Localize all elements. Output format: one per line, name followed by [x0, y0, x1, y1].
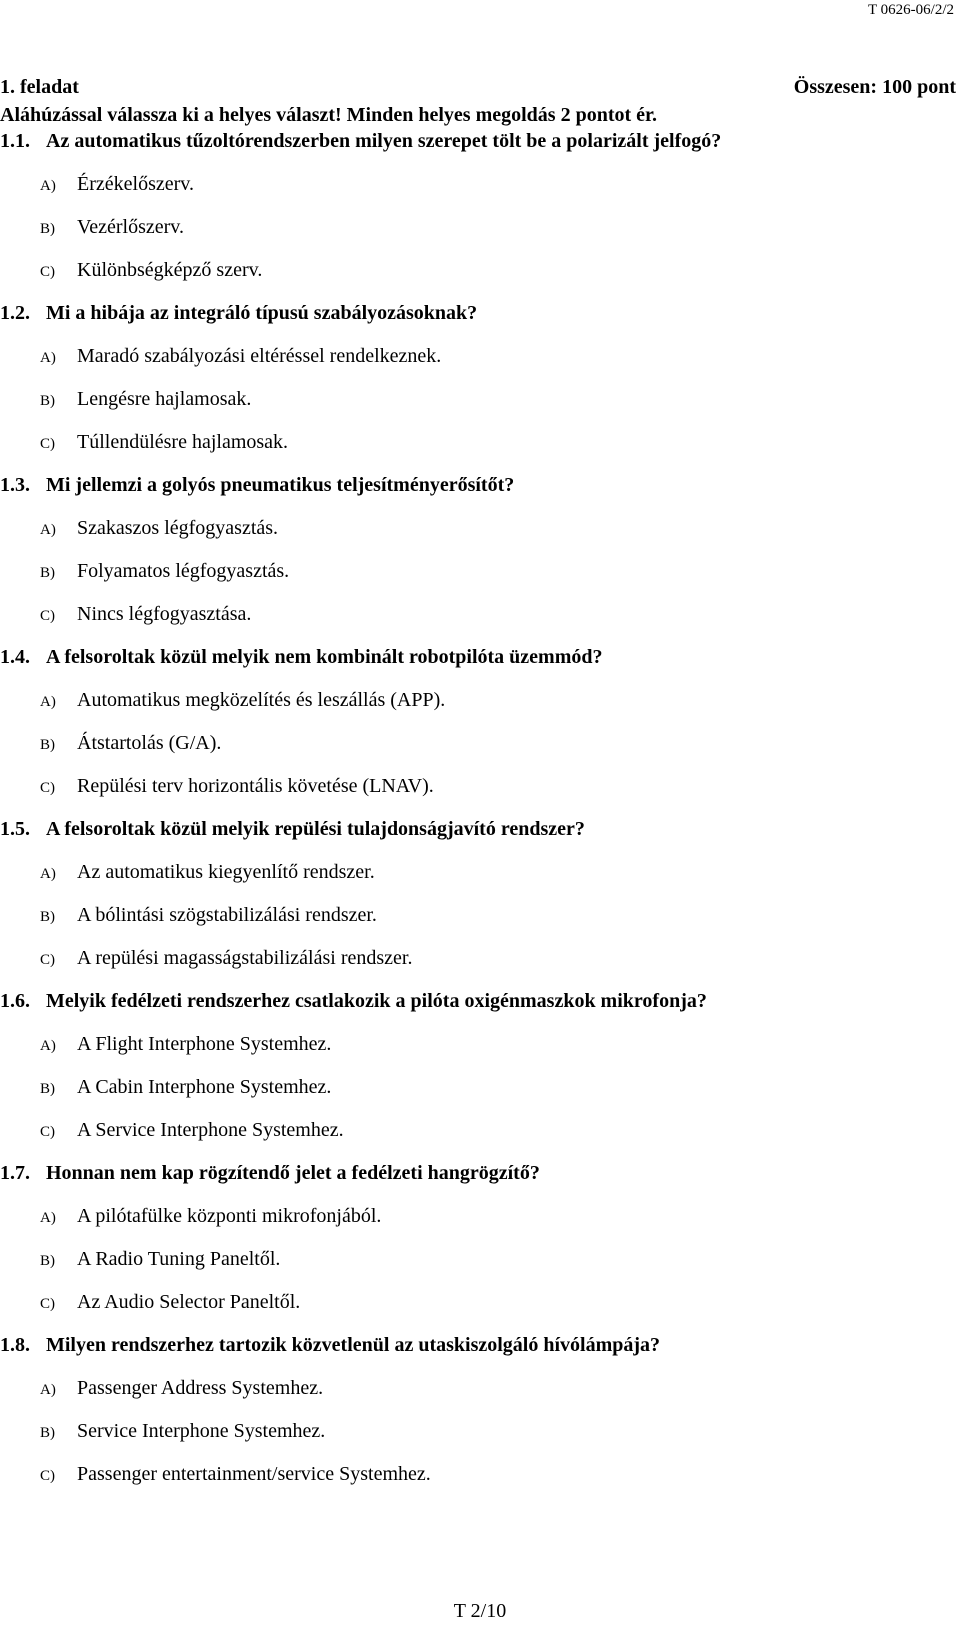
- question-number: 1.7.: [0, 1162, 30, 1184]
- question-number: 1.2.: [0, 302, 30, 324]
- option-letter: B): [40, 221, 55, 237]
- question: [0, 1324, 960, 1496]
- answer-option[interactable]: [0, 249, 960, 292]
- option-letter: B): [40, 1253, 55, 1269]
- option-letter: A): [40, 522, 56, 538]
- option-letter: C): [40, 1124, 55, 1140]
- answer-option[interactable]: [0, 1281, 960, 1324]
- task-total-points: Összesen: 100 pont: [793, 76, 956, 98]
- option-text: Vezérlőszerv.: [77, 216, 184, 238]
- option-letter: C): [40, 608, 55, 624]
- option-letter: A): [40, 694, 56, 710]
- option-text: Túllendülésre hajlamosak.: [77, 431, 289, 453]
- option-letter: C): [40, 1296, 55, 1312]
- answer-option[interactable]: [0, 765, 960, 808]
- question-heading: [0, 1324, 960, 1367]
- question: [0, 636, 960, 808]
- question: [0, 1152, 960, 1324]
- option-letter: C): [40, 1468, 55, 1484]
- question: [0, 808, 960, 980]
- question-number: 1.5.: [0, 818, 30, 840]
- option-text: Szakaszos légfogyasztás.: [77, 517, 279, 539]
- option-letter: A): [40, 350, 56, 366]
- question-heading: [0, 120, 960, 163]
- question-text: Az automatikus tűzoltórendszerben milyen szerepet tölt be a polarizált jelfogó?: [46, 130, 722, 152]
- answer-option[interactable]: [0, 1023, 960, 1066]
- answer-option[interactable]: [0, 163, 960, 206]
- option-letter: C): [40, 264, 55, 280]
- question-text: Mi jellemzi a golyós pneumatikus teljesítményerősítőt?: [46, 474, 515, 496]
- option-text: Különbségképző szerv.: [77, 259, 263, 281]
- answer-option[interactable]: [0, 378, 960, 421]
- question-number: 1.4.: [0, 646, 30, 668]
- option-text: Nincs légfogyasztása.: [77, 603, 252, 625]
- question-text: Honnan nem kap rögzítendő jelet a fedélzeti hangrögzítő?: [46, 1162, 540, 1184]
- question: [0, 292, 960, 464]
- answer-option[interactable]: [0, 1410, 960, 1453]
- answer-option[interactable]: [0, 1453, 960, 1496]
- question-heading: [0, 1152, 960, 1195]
- question-heading: [0, 980, 960, 1023]
- option-text: A Flight Interphone Systemhez.: [77, 1033, 332, 1055]
- option-text: Automatikus megközelítés és leszállás (APP).: [77, 689, 446, 711]
- answer-option[interactable]: [0, 679, 960, 722]
- question: [0, 464, 960, 636]
- option-text: A pilótafülke központi mikrofonjából.: [77, 1205, 382, 1227]
- option-letter: B): [40, 1425, 55, 1441]
- task-title: 1. feladat: [0, 76, 79, 98]
- option-text: Service Interphone Systemhez.: [77, 1420, 326, 1442]
- question-heading: [0, 636, 960, 679]
- option-text: Az automatikus kiegyenlítő rendszer.: [77, 861, 375, 883]
- option-letter: B): [40, 565, 55, 581]
- question-heading: [0, 464, 960, 507]
- question-text: Mi a hibája az integráló típusú szabályozásoknak?: [46, 302, 478, 324]
- option-text: Repülési terv horizontális követése (LNAV).: [77, 775, 434, 797]
- answer-option[interactable]: [0, 1066, 960, 1109]
- option-letter: A): [40, 1038, 56, 1054]
- option-text: A Radio Tuning Paneltől.: [77, 1248, 281, 1270]
- task-instruction: Aláhúzással válassza ki a helyes választ! Minden helyes megoldás 2 pontot ér.: [0, 104, 658, 126]
- option-text: A Cabin Interphone Systemhez.: [77, 1076, 332, 1098]
- answer-option[interactable]: [0, 1195, 960, 1238]
- answer-option[interactable]: [0, 722, 960, 765]
- answer-option[interactable]: [0, 1109, 960, 1152]
- answer-option[interactable]: [0, 1367, 960, 1410]
- option-text: A Service Interphone Systemhez.: [77, 1119, 344, 1141]
- option-text: Maradó szabályozási eltéréssel rendelkeznek.: [77, 345, 442, 367]
- question: [0, 120, 960, 292]
- option-text: A bólintási szögstabilizálási rendszer.: [77, 904, 377, 926]
- option-text: Folyamatos légfogyasztás.: [77, 560, 290, 582]
- question-heading: [0, 292, 960, 335]
- question-text: Milyen rendszerhez tartozik közvetlenül az utaskiszolgáló hívólámpája?: [46, 1334, 661, 1356]
- option-letter: A): [40, 1382, 56, 1398]
- option-text: Átstartolás (G/A).: [77, 732, 222, 754]
- option-text: Passenger Address Systemhez.: [77, 1377, 324, 1399]
- question-list: [0, 120, 960, 1496]
- option-letter: B): [40, 909, 55, 925]
- option-letter: A): [40, 866, 56, 882]
- question-number: 1.1.: [0, 130, 30, 152]
- option-letter: A): [40, 178, 56, 194]
- document-code: T 0626-06/2/2: [868, 2, 954, 18]
- question-number: 1.3.: [0, 474, 30, 496]
- answer-option[interactable]: [0, 851, 960, 894]
- question-text: A felsoroltak közül melyik nem kombinált robotpilóta üzemmód?: [46, 646, 603, 668]
- answer-option[interactable]: [0, 507, 960, 550]
- option-text: Az Audio Selector Paneltől.: [77, 1291, 301, 1313]
- answer-option[interactable]: [0, 335, 960, 378]
- option-letter: A): [40, 1210, 56, 1226]
- page-number: T 2/10: [453, 1600, 507, 1622]
- answer-option[interactable]: [0, 421, 960, 464]
- answer-option[interactable]: [0, 593, 960, 636]
- answer-option[interactable]: [0, 1238, 960, 1281]
- question-number: 1.6.: [0, 990, 30, 1012]
- option-text: A repülési magasságstabilizálási rendszer.: [77, 947, 413, 969]
- option-text: Érzékelőszerv.: [77, 173, 194, 195]
- question-text: A felsoroltak közül melyik repülési tulajdonságjavító rendszer?: [46, 818, 585, 840]
- option-letter: C): [40, 436, 55, 452]
- answer-option[interactable]: [0, 550, 960, 593]
- option-letter: B): [40, 737, 55, 753]
- answer-option[interactable]: [0, 937, 960, 980]
- answer-option[interactable]: [0, 206, 960, 249]
- option-letter: C): [40, 780, 55, 796]
- answer-option[interactable]: [0, 894, 960, 937]
- question: [0, 980, 960, 1152]
- question-number: 1.8.: [0, 1334, 30, 1356]
- question-text: Melyik fedélzeti rendszerhez csatlakozik a pilóta oxigénmaszkok mikrofonja?: [46, 990, 707, 1012]
- option-text: Lengésre hajlamosak.: [77, 388, 252, 410]
- question-heading: [0, 808, 960, 851]
- option-letter: C): [40, 952, 55, 968]
- option-letter: B): [40, 1081, 55, 1097]
- option-letter: B): [40, 393, 55, 409]
- option-text: Passenger entertainment/service Systemhez.: [77, 1463, 431, 1485]
